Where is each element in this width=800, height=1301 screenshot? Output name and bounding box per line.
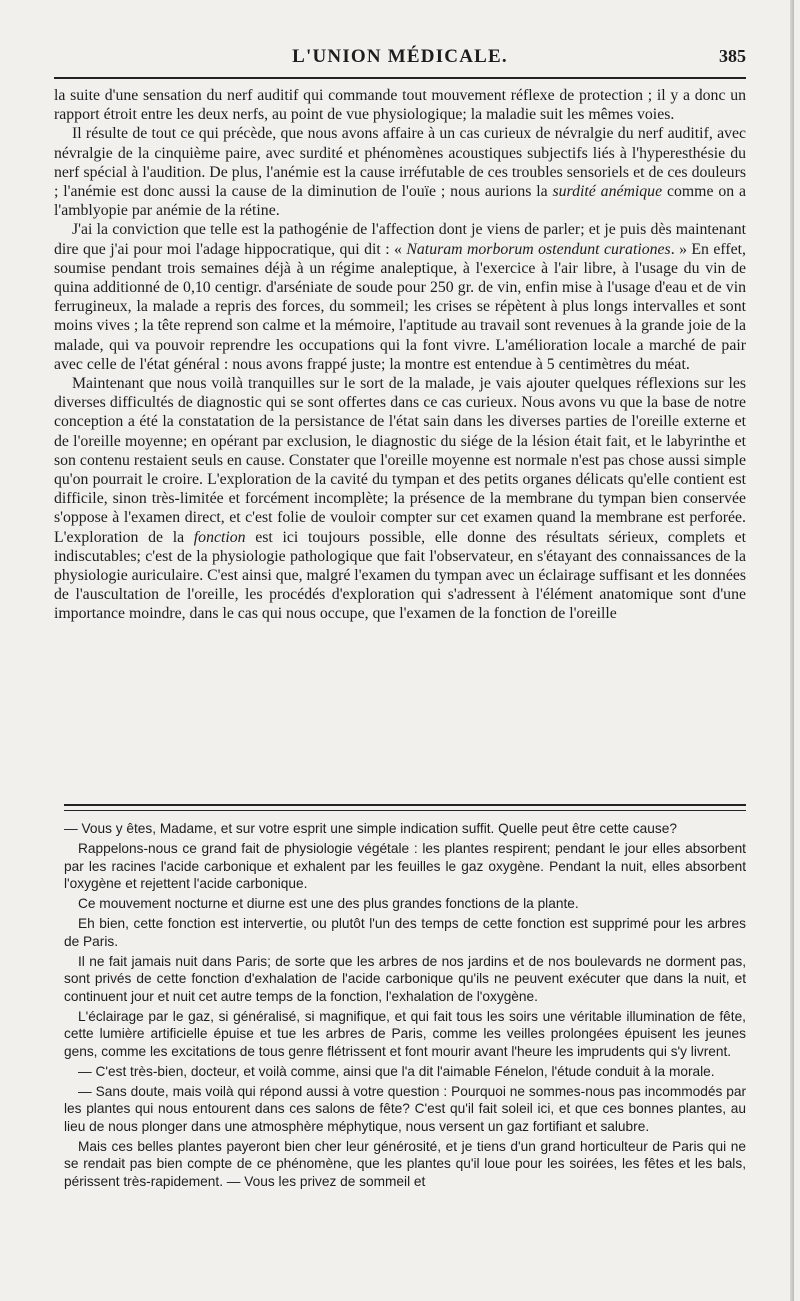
page-number: 385 <box>719 46 746 66</box>
article-body <box>54 86 746 798</box>
article-paragraph <box>54 220 746 374</box>
page-header <box>54 46 746 72</box>
feuilleton-paragraph: Ce mouvement nocturne et diurne est une des plus grandes fonctions de la plante. <box>78 896 579 912</box>
feuilleton-divider <box>64 804 746 811</box>
text-run: Il résulte de tout ce qui précède, que nous avons affaire à un cas curieux de névralgie du nerf auditif, avec névralgie de la cinquième paire, avec surdité et phénomènes acoustiques subjectifs liés à l'hyperesthésie du nerf spécial à l'audition. De plus, l'anémie est la cause irréfutable de ces troubles sensoriels et de ces douleurs ; l'anémie est donc aussi la cause de la diminution de l'ouïe ; nous aurions la <box>54 125 746 201</box>
italic-term: surdité anémique <box>552 183 663 201</box>
article-paragraph <box>54 86 746 124</box>
running-title: L'UNION MÉDICALE. <box>292 46 508 67</box>
page-edge-shadow <box>790 0 794 1301</box>
feuilleton-column <box>64 820 746 1280</box>
text-run: la suite d'une sensation du nerf auditif qui commande tout mouvement réflexe de protection ; il y a donc un rapport étroit entre les deux nerfs, au point de vue physiologique; la maladie suit les mêmes voies. <box>54 87 746 124</box>
feuilleton-paragraph: L'éclairage par le gaz, si généralisé, si magnifique, et qui fait tous les soirs une véritable illumination de fête, cette lumière artificielle épuise et tue les arbres de Paris, comme les veilles prolongées épuisent les jeunes gens, comme les excitations de tous genre flétrissent et font mourir avant l'heure les imprudents qui s'y livrent. <box>64 1008 746 1059</box>
italic-term: Naturam morborum ostendunt curationes <box>406 240 671 258</box>
feuilleton-paragraph: — C'est très-bien, docteur, et voilà comme, ainsi que l'a dit l'aimable Fénelon, l'étude conduit à la morale. <box>78 1063 715 1079</box>
text-run: est ici toujours possible, elle donne des résultats sérieux, complets et indiscutables; c'est de la physiologie pathologique que fait l'observateur, en s'étayant des connaissances de la physiologie auriculaire. C'est ainsi que, malgré l'examen du tympan avec un éclairage suffisant et les données de l'auscultation de l'oreille, les procédés d'exploration qui s'adressent à l'élément anatomique sont d'une importance moindre, dans le cas qui nous occupe, que l'examen de la fonction de l'oreille <box>54 528 746 623</box>
feuilleton-paragraph: Il ne fait jamais nuit dans Paris; de sorte que les arbres de nos jardins et de nos boulevards ne dorment pas, sont privés de cette fonction d'exhalation de l'acide carbonique qu'ils ne peuvent exécuter que dans la nuit, et continuent jour et nuit cet autre temps de la fonction, l'exhalation de l'oxygène. <box>64 954 746 1004</box>
italic-term: fonction <box>193 528 246 546</box>
feuilleton-paragraph: Eh bien, cette fonction est intervertie, ou plutôt l'un des temps de cette fonction est supprimé pour les arbres de Paris. <box>64 916 746 949</box>
text-run: J'ai la conviction que telle est la pathogénie de l'affection dont je viens de parler; et je puis dès maintenant dire que j'ai pour moi l'adage hippocratique, qui dit : « <box>54 221 746 258</box>
feuilleton-paragraph: Rappelons-nous ce grand fait de physiologie végétale : les plantes respirent; pendant le jour elles absorbent par les racines l'acide carbonique et exhalent par les feuilles le gaz oxygène. Pendant la nuit, elles absorbent l'oxygène et rejettent l'acide carbonique. <box>64 841 746 891</box>
text-run: comme on a l'amblyopie par anémie de la rétine. <box>54 183 746 220</box>
article-paragraph <box>54 124 746 220</box>
text-run: Maintenant que nous voilà tranquilles sur le sort de la malade, je vais ajouter quelques réflexions sur les diverses difficultés de diagnostic qui se sont offertes dans ce cas curieux. Nous avons vu que la base de notre conception a été la constatation de la persistance de l'état sain dans les diverses parties de l'oreille externe et de l'oreille moyenne; en opérant par exclusion, le diagnostic du siége de la lésion était fait, et le labyrinthe et son contenu restaient seuls en cause. Constater que l'oreille moyenne est normale n'est pas chose aussi simple qu'on pourrait le croire. L'exploration de la cavité du tympan et des petits organes délicats qu'elle contient est difficile, sinon très-limitée et forcément incomplète; la présence de la membrane du tympan bien conservée s'oppose à l'examen direct, et c'est folie de vouloir compter sur cet examen quand la membrane est perforée. L'exploration de la <box>54 375 746 546</box>
text-run: . » En effet, soumise pendant trois semaines déjà à un régime analeptique, à l'exercice à l'air libre, à l'usage du vin de quina additionné de 0,10 centigr. d'arséniate de soude pour 250 gr. de vin, enfin mise à l'usage d'eau et de vin ferrugineux, la malade a repris des forces, du sommeil; les crises se répètent à plus longs intervalles et sont moins vives ; la tête reprend son calme et la mémoire, l'aptitude au travail sont revenues à la grande joie de la malade, qui va pouvoir reprendre les occupations qui la font vivre. L'amélioration locale a marché de pair avec celle de l'état général : nous avons frappé juste; la montre est entendue à 5 centimètres du méat. <box>54 240 746 373</box>
feuilleton-paragraph: Mais ces belles plantes payeront bien cher leur générosité, et je tiens d'un grand horticulteur de Paris qui ne se rendait pas bien compte de ce phénomène, que les plantes qu'il loue pour les soirées, les fêtes et les bals, périssent très-rapidement. — Vous les privez de sommeil et <box>64 1139 746 1189</box>
feuilleton-paragraph: — Sans doute, mais voilà qui répond aussi à votre question : Pourquoi ne sommes-nous pas incommodés par les plantes qui nous entourent dans ces salons de fête? C'est qu'il fait soleil ici, et que ces bonnes plantes, au lieu de nous plonger dans une atmosphère méphytique, nous versent un gaz fortifiant et salubre. <box>64 1084 746 1134</box>
header-rule <box>54 77 746 79</box>
feuilleton-paragraph: — Vous y êtes, Madame, et sur votre esprit une simple indication suffit. Quelle peut être cette cause? <box>64 821 677 836</box>
article-paragraph <box>54 374 746 624</box>
